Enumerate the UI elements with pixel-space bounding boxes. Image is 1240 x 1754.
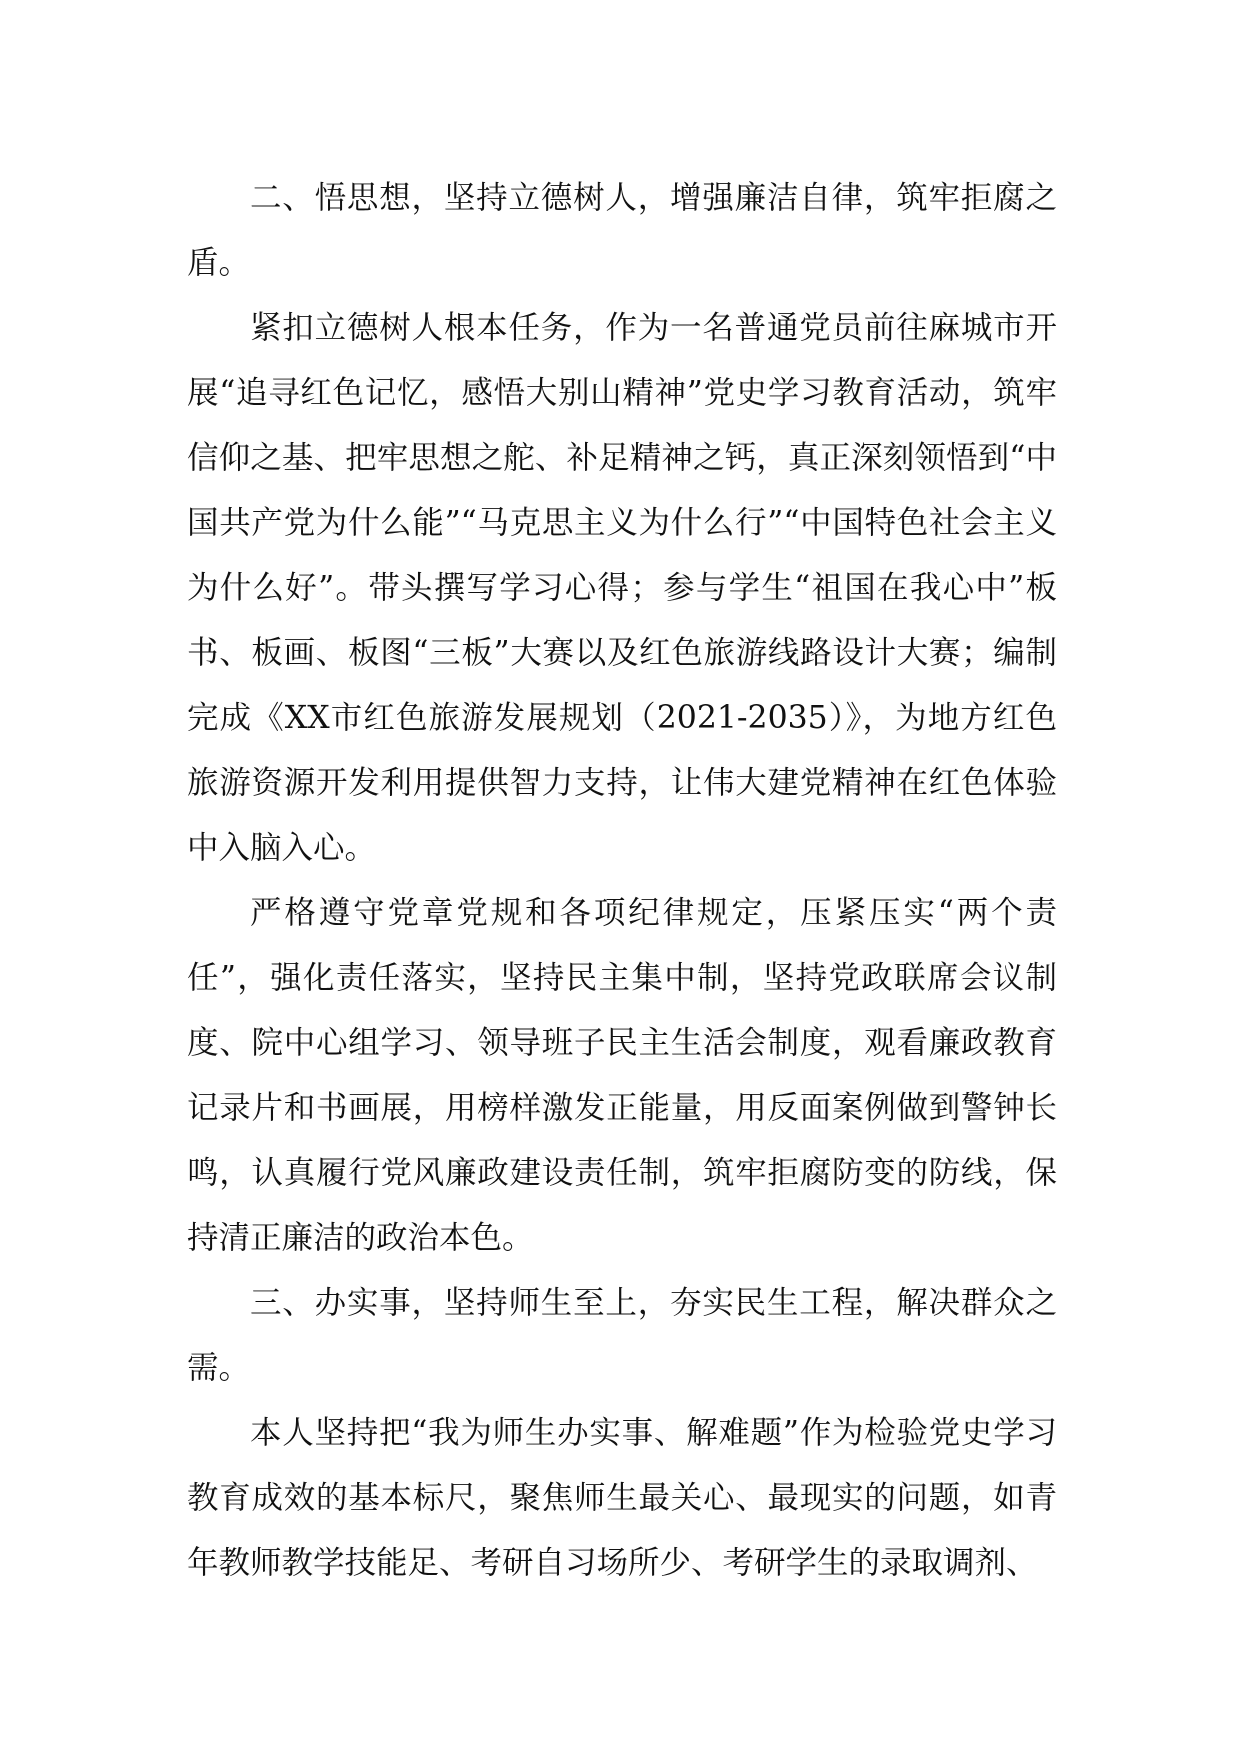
body-paragraph: 紧扣立德树人根本任务，作为一名普通党员前往麻城市开展“追寻红色记忆，感悟大别山精神”党史学习教育活动，筑牢信仰之基、把牢思想之舵、补足精神之钙，真正深刻领悟到“中国共产党为什么能”“马克思主义为什么行”“中国特色社会主义为什么好”。带头撰写学习心得；参与学生“祖国在我心中”板书、板画、板图“三板”大赛以及红色旅游线路设计大赛；编制完成《XX市红色旅游发展规划（2021-2035）》，为地方红色旅游资源开发利用提供智力支持，让伟大建党精神在红色体验中入脑入心。 <box>187 310 1057 866</box>
section-heading-2: 二、悟思想，坚持立德树人，增强廉洁自律，筑牢拒腐之盾。 <box>187 180 1057 281</box>
body-paragraph: 本人坚持把“我为师生办实事、解难题”作为检验党史学习教育成效的基本标尺，聚焦师生最关心、最现实的问题，如青年教师教学技能足、考研自习场所少、考研学生的录取调剂、 <box>187 1415 1057 1581</box>
body-paragraph: 严格遵守党章党规和各项纪律规定，压紧压实“两个责任”，强化责任落实，坚持民主集中制，坚持党政联席会议制度、院中心组学习、领导班子民主生活会制度，观看廉政教育记录片和书画展，用榜样激发正能量，用反面案例做到警钟长鸣，认真履行党风廉政建设责任制，筑牢拒腐防变的防线，保持清正廉洁的政治本色。 <box>187 895 1057 1256</box>
document-body <box>187 166 1057 1596</box>
section-heading-3: 三、办实事，坚持师生至上，夯实民生工程，解决群众之需。 <box>187 1285 1057 1386</box>
